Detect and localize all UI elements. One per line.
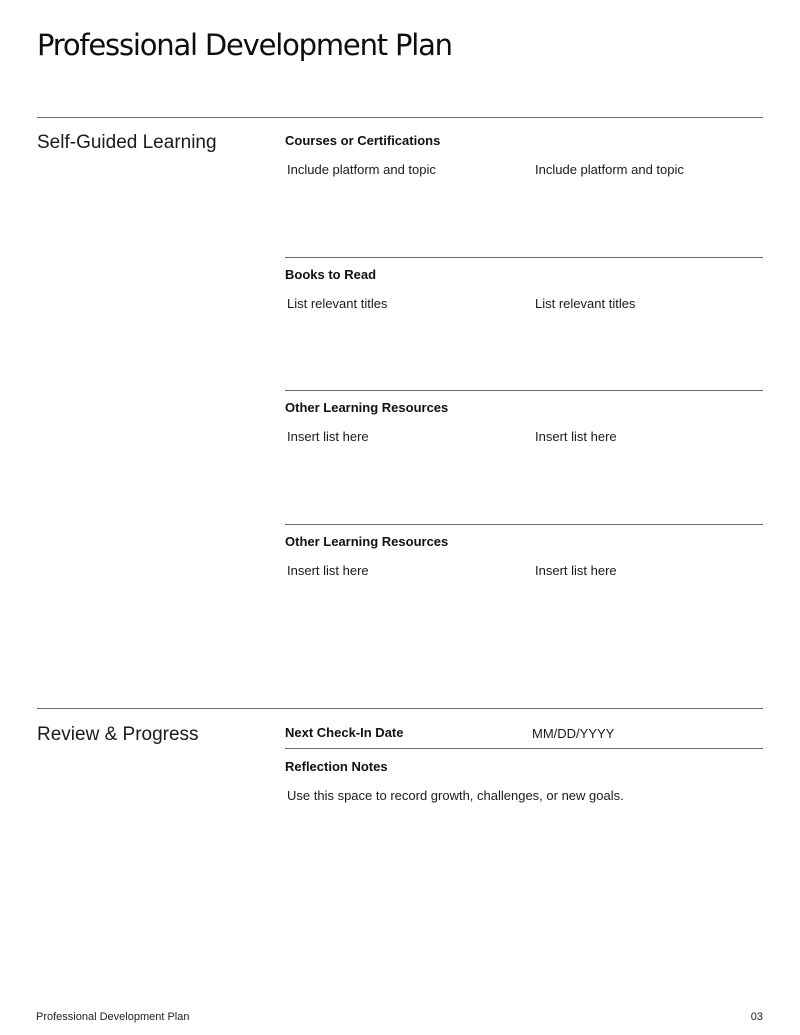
field-value-courses-1[interactable]: Include platform and topic [287,162,436,177]
footer-doc-title: Professional Development Plan [36,1011,190,1023]
field-value-other-resources-1b[interactable]: Insert list here [535,429,617,444]
page-title: Professional Development Plan [37,28,452,62]
field-label-other-resources-1: Other Learning Resources [285,400,449,415]
field-divider [285,524,763,525]
section-title-self-guided-learning: Self-Guided Learning [37,132,217,153]
field-divider [285,748,763,749]
field-value-other-resources-2a[interactable]: Insert list here [287,563,369,578]
field-label-courses: Courses or Certifications [285,133,441,148]
field-value-reflection-notes[interactable]: Use this space to record growth, challenges, or new goals. [287,788,624,803]
field-value-other-resources-1a[interactable]: Insert list here [287,429,369,444]
field-label-check-in-date: Next Check-In Date [285,725,404,740]
field-value-check-in-date[interactable]: MM/DD/YYYY [532,726,615,741]
field-divider [285,257,763,258]
field-value-books-1[interactable]: List relevant titles [287,296,388,311]
field-value-books-2[interactable]: List relevant titles [535,296,636,311]
field-label-books: Books to Read [285,267,377,282]
section-title-review-progress: Review & Progress [37,724,199,745]
field-divider [285,390,763,391]
field-value-other-resources-2b[interactable]: Insert list here [535,563,617,578]
field-value-courses-2[interactable]: Include platform and topic [535,162,684,177]
field-label-reflection-notes: Reflection Notes [285,759,388,774]
footer-page-number: 03 [750,1011,763,1023]
field-label-other-resources-2: Other Learning Resources [285,534,449,549]
section-divider [37,708,763,709]
section-divider [37,117,763,118]
